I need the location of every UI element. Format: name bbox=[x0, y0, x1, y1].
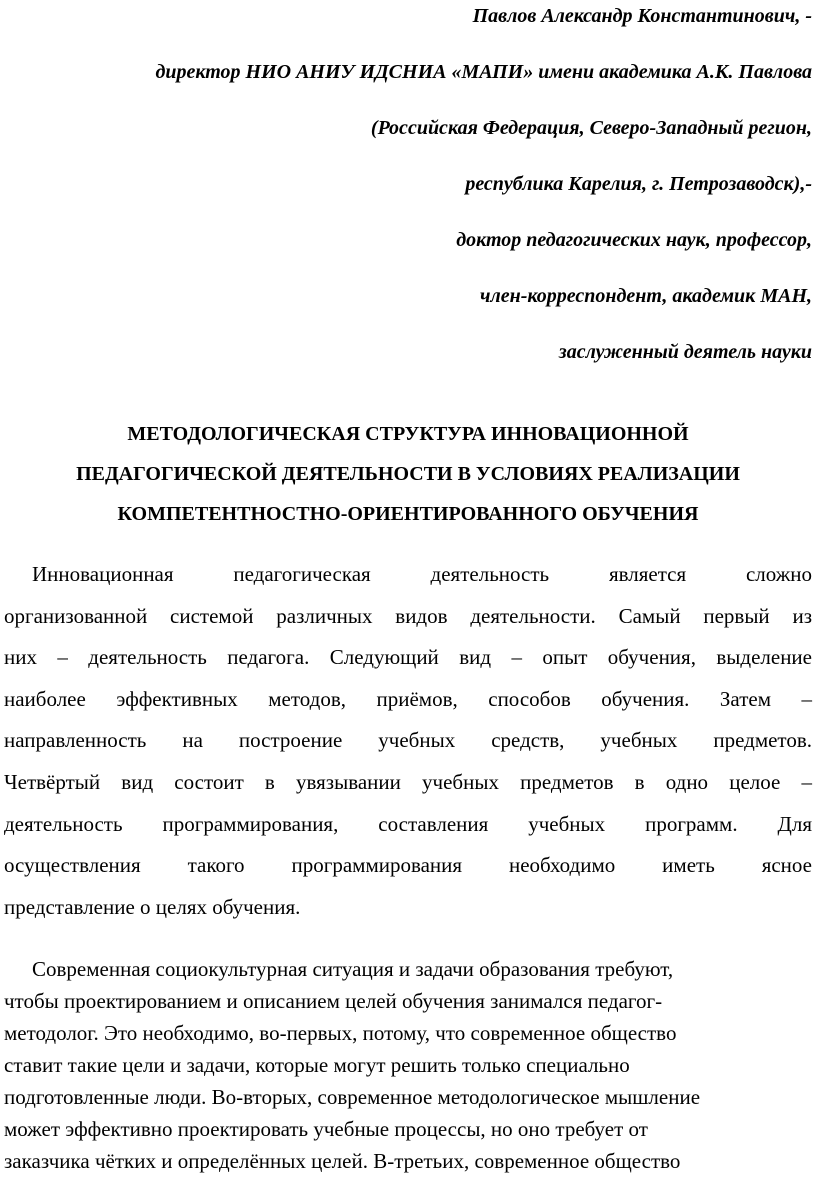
paragraph-line: Инновационная педагогическая деятельность является сложно bbox=[32, 562, 812, 586]
article-title bbox=[0, 414, 816, 534]
paragraph-line: ставит такие цели и задачи, которые могут решить только специально bbox=[4, 1053, 630, 1077]
author-location-city: республика Карелия, г. Петрозаводск),- bbox=[465, 173, 812, 195]
paragraph-line: Современная социокультурная ситуация и задачи образования требуют, bbox=[32, 957, 674, 981]
title-line: ПЕДАГОГИЧЕСКОЙ ДЕЯТЕЛЬНОСТИ В УСЛОВИЯХ РЕАЛИЗАЦИИ bbox=[76, 463, 740, 485]
author-name: Павлов Александр Константинович, - bbox=[472, 5, 812, 27]
body-paragraph-2 bbox=[4, 953, 812, 1177]
author-degree: доктор педагогических наук, профессор, bbox=[456, 229, 812, 251]
title-line: КОМПЕТЕНТНОСТНО-ОРИЕНТИРОВАННОГО ОБУЧЕНИЯ bbox=[117, 503, 699, 525]
title-line: МЕТОДОЛОГИЧЕСКАЯ СТРУКТУРА ИННОВАЦИОННОЙ bbox=[127, 423, 689, 445]
paragraph-line: представление о целях обучения. bbox=[4, 894, 301, 919]
paragraph-line: наиболее эффективных методов, приёмов, способов обучения. Затем – bbox=[4, 686, 812, 711]
paragraph-line: организованной системой различных видов деятельности. Самый первый из bbox=[4, 603, 812, 628]
paragraph-line: подготовленные люди. Во-вторых, современное методологическое мышление bbox=[4, 1085, 701, 1109]
paragraph-line: может эффективно проектировать учебные процессы, но оно требует от bbox=[4, 1117, 648, 1141]
author-location: (Российская Федерация, Северо-Западный регион, bbox=[370, 117, 812, 139]
author-honor: заслуженный деятель науки bbox=[558, 341, 812, 363]
paragraph-line: методолог. Это необходимо, во-первых, потому, что современное общество bbox=[4, 1021, 677, 1045]
paragraph-line: них – деятельность педагога. Следующий вид – опыт обучения, выделение bbox=[4, 645, 812, 670]
paragraph-line: направленность на построение учебных средств, учебных предметов. bbox=[4, 728, 812, 753]
paragraph-line: Четвёртый вид состоит в увязывании учебных предметов в одно целое – bbox=[4, 769, 812, 794]
paragraph-line: деятельность программирования, составления учебных программ. Для bbox=[4, 811, 812, 836]
paragraph-line: чтобы проектированием и описанием целей обучения занимался педагог- bbox=[4, 989, 663, 1013]
author-membership: член-корреспондент, академик МАН, bbox=[479, 285, 812, 307]
paragraph-line: осуществления такого программирования необходимо иметь ясное bbox=[4, 853, 812, 878]
author-position: директор НИО АНИУ ИДСНИА «МАПИ» имени академика А.К. Павлова bbox=[155, 61, 812, 83]
author-info bbox=[0, 0, 812, 380]
body-paragraph-1 bbox=[4, 554, 812, 928]
paragraph-line: заказчика чётких и определённых целей. В-третьих, современное общество bbox=[4, 1149, 681, 1173]
